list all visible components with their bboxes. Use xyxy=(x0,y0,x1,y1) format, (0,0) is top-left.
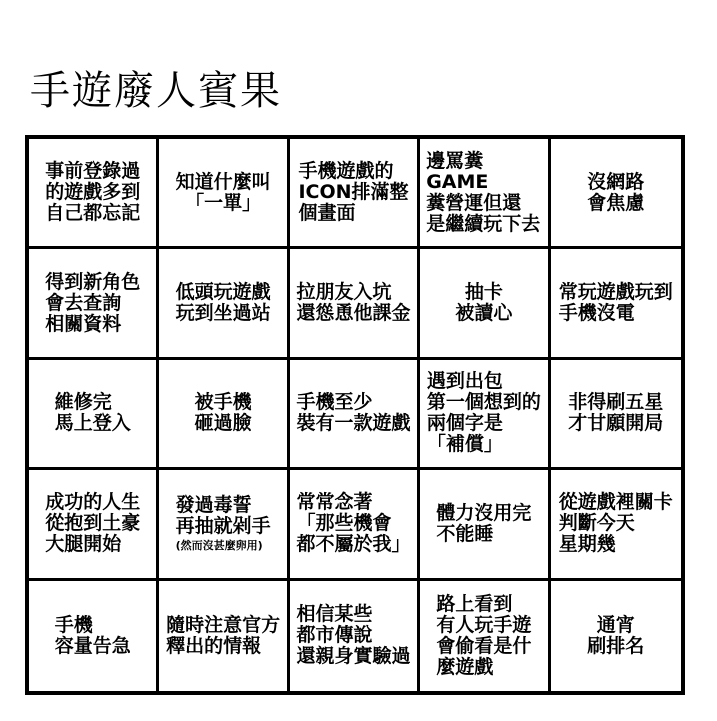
bingo-cell[interactable] xyxy=(29,360,159,470)
cell-text: 常常念著 「那些機會 都不屬於我」 xyxy=(296,491,411,556)
bingo-cell[interactable] xyxy=(29,249,159,359)
cell-text: 抽卡 被讀心 xyxy=(455,281,513,325)
cell-text: 從遊戲裡關卡 判斷今天 星期幾 xyxy=(558,491,673,556)
bingo-cell[interactable] xyxy=(290,470,420,580)
cell-text: 邊罵糞GAME 糞營運但還 是繼續玩下去 xyxy=(426,149,541,235)
bingo-cell[interactable] xyxy=(551,139,681,249)
cell-text: 路上看到 有人玩手遊 會偷看是什 麼遊戲 xyxy=(436,592,532,678)
bingo-cell[interactable] xyxy=(159,360,289,470)
bingo-cell[interactable] xyxy=(290,581,420,691)
bingo-cell[interactable] xyxy=(420,249,550,359)
bingo-cell[interactable] xyxy=(29,581,159,691)
cell-text: 得到新角色 會去查詢 相關資料 xyxy=(45,270,141,335)
bingo-cell[interactable] xyxy=(29,470,159,580)
bingo-cell[interactable] xyxy=(420,139,550,249)
cell-text: 沒網路 會焦慮 xyxy=(587,170,645,214)
cell-text: 非得刷五星 才甘願開局 xyxy=(568,391,664,435)
cell-text: 維修完 馬上登入 xyxy=(54,391,131,435)
cell-text: 相信某些 都市傳說 還親身實驗過 xyxy=(296,603,411,668)
bingo-cell[interactable] xyxy=(420,470,550,580)
cell-text: 手機至少 裝有一款遊戲 xyxy=(296,391,411,435)
cell-text: 體力沒用完 不能睡 xyxy=(436,501,532,545)
cell-text: 常玩遊戲玩到 手機沒電 xyxy=(558,281,673,325)
cell-text: 被手機 砸過臉 xyxy=(194,391,252,435)
cell-text: 知道什麼叫 「一單」 xyxy=(175,170,271,214)
bingo-cell[interactable] xyxy=(290,249,420,359)
cell-text: 隨時注意官方 釋出的情報 xyxy=(166,613,281,657)
bingo-board xyxy=(25,135,685,695)
bingo-cell[interactable] xyxy=(420,581,550,691)
bingo-cell[interactable] xyxy=(159,581,289,691)
cell-text: 成功的人生 從抱到土豪 大腿開始 xyxy=(45,491,141,556)
bingo-cell[interactable] xyxy=(290,360,420,470)
page-title: 手遊廢人賓果 xyxy=(30,68,282,114)
bingo-cell[interactable] xyxy=(551,470,681,580)
bingo-cell[interactable] xyxy=(159,470,289,580)
cell-text: 遇到出包 第一個想到的 兩個字是 「補償」 xyxy=(426,370,541,456)
cell-text: 發過毒誓 再抽就剁手 xyxy=(175,493,271,537)
cell-text: 事前登錄過 的遊戲多到 自己都忘記 xyxy=(45,160,141,225)
bingo-cell[interactable] xyxy=(159,139,289,249)
bingo-cell[interactable] xyxy=(551,581,681,691)
bingo-cell[interactable] xyxy=(551,360,681,470)
bingo-cell[interactable] xyxy=(551,249,681,359)
bingo-cell[interactable] xyxy=(420,360,550,470)
cell-note: (然而沒甚麼卵用) xyxy=(175,538,263,552)
cell-text: 手機 容量告急 xyxy=(54,613,131,657)
bingo-cell[interactable] xyxy=(290,139,420,249)
cell-text: 手機遊戲的 ICON排滿整 個畫面 xyxy=(298,160,409,225)
bingo-cell[interactable] xyxy=(29,139,159,249)
cell-text: 低頭玩遊戲 玩到坐過站 xyxy=(175,281,271,325)
cell-text: 拉朋友入坑 還慫恿他課金 xyxy=(296,281,411,325)
bingo-cell[interactable] xyxy=(159,249,289,359)
cell-text: 通宵 刷排名 xyxy=(587,613,645,657)
